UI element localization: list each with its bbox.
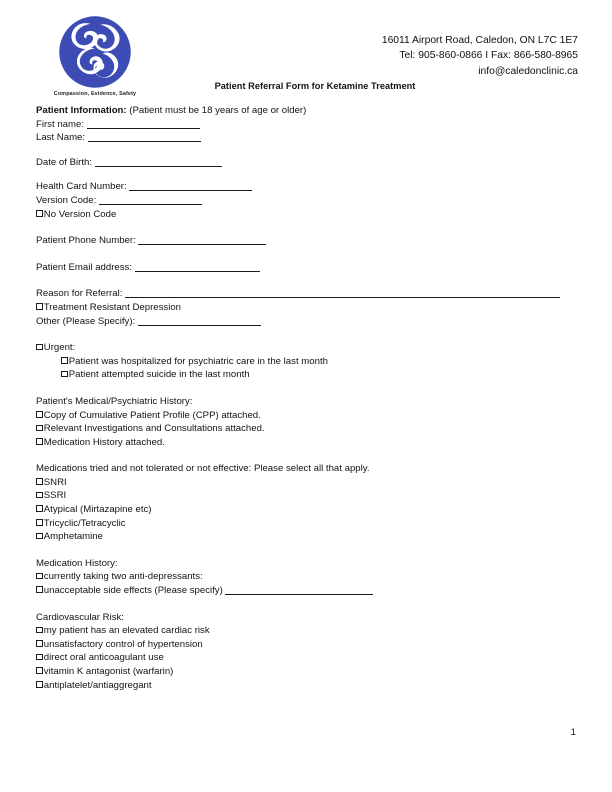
checkbox-icon[interactable]: [36, 425, 43, 432]
medications-tried-amphetamine-checkbox-row[interactable]: [36, 530, 576, 544]
form-body: [36, 104, 576, 692]
last-name-input[interactable]: [88, 133, 201, 142]
spacer: [36, 544, 576, 557]
spacer: [36, 274, 576, 287]
cardiovascular-risk-warfarin-checkbox-row[interactable]: [36, 665, 576, 679]
patient-information-heading-label: Patient Information:: [36, 105, 127, 116]
version-code-field-row: [36, 194, 576, 208]
clinic-email: info@caledonclinic.ca: [478, 65, 578, 77]
other-specify-label: Other (Please Specify):: [36, 315, 136, 327]
medications-tried-atypical-label: Atypical (Mirtazapine etc): [43, 504, 152, 516]
checkbox-icon[interactable]: [36, 681, 43, 688]
patient-information-heading: [36, 104, 576, 118]
patient-email-input[interactable]: [135, 263, 260, 272]
cardiovascular-risk-doac-checkbox-row[interactable]: [36, 651, 576, 665]
version-code-label: Version Code:: [36, 194, 97, 206]
medications-tried-snri-label: SNRI: [43, 476, 67, 488]
checkbox-icon[interactable]: [36, 627, 43, 634]
medical-history-medication-checkbox-row[interactable]: [36, 436, 576, 450]
cardiovascular-risk-antiplatelet-label: antiplatelet/antiaggregant: [43, 679, 152, 691]
spacer: [36, 169, 576, 180]
document-header: [0, 0, 612, 104]
clinic-contact-block: [382, 33, 578, 79]
form-title: Patient Referral Form for Ketamine Treatment: [214, 81, 416, 91]
medical-history-cpp-checkbox-row[interactable]: [36, 409, 576, 423]
cardiovascular-risk-hypertension-label: unsatisfactory control of hypertension: [43, 638, 203, 650]
health-card-label: Health Card Number:: [36, 181, 127, 193]
medication-history-two-antidepressants-label: currently taking two anti-depressants:: [43, 571, 203, 583]
urgent-label: Urgent:: [43, 342, 76, 354]
first-name-field-row: [36, 118, 576, 132]
checkbox-icon[interactable]: [36, 654, 43, 661]
medical-history-heading: Patient's Medical/Psychiatric History:: [36, 395, 193, 407]
medications-tried-tricyclic-label: Tricyclic/Tetracyclic: [43, 517, 126, 529]
treatment-resistant-depression-checkbox-row[interactable]: [36, 301, 576, 315]
medications-tried-ssri-checkbox-row[interactable]: [36, 489, 576, 503]
patient-email-label: Patient Email address:: [36, 261, 132, 273]
checkbox-icon[interactable]: [36, 478, 43, 485]
medication-history-two-antidepressants-checkbox-row[interactable]: [36, 570, 576, 584]
checkbox-icon[interactable]: [36, 505, 43, 512]
cardiovascular-risk-hypertension-checkbox-row[interactable]: [36, 638, 576, 652]
urgent-suicide-attempt-label: Patient attempted suicide in the last month: [68, 369, 250, 381]
spacer: [36, 145, 576, 156]
checkbox-icon[interactable]: [61, 357, 68, 364]
medical-history-investigations-checkbox-row[interactable]: [36, 422, 576, 436]
patient-email-field-row: [36, 261, 576, 275]
cardiovascular-risk-antiplatelet-checkbox-row[interactable]: [36, 679, 576, 693]
treatment-resistant-depression-label: Treatment Resistant Depression: [43, 301, 181, 313]
checkbox-icon[interactable]: [36, 492, 43, 499]
patient-phone-label: Patient Phone Number:: [36, 235, 136, 247]
checkbox-icon[interactable]: [36, 533, 43, 540]
checkbox-icon[interactable]: [36, 573, 43, 580]
medications-tried-amphetamine-label: Amphetamine: [43, 531, 103, 543]
checkbox-icon[interactable]: [36, 411, 43, 418]
last-name-field-row: [36, 131, 576, 145]
medication-history-side-effects-checkbox-row[interactable]: [36, 584, 576, 598]
checkbox-icon[interactable]: [36, 303, 43, 310]
checkbox-icon[interactable]: [36, 210, 43, 217]
medical-history-medication-label: Medication History attached.: [43, 436, 165, 448]
urgent-hospitalized-label: Patient was hospitalized for psychiatric care in the last month: [68, 355, 328, 367]
other-specify-field-row: [36, 315, 576, 329]
health-card-field-row: [36, 180, 576, 194]
spacer: [36, 598, 576, 611]
reason-for-referral-input[interactable]: [125, 289, 560, 298]
checkbox-icon[interactable]: [36, 586, 43, 593]
medical-history-investigations-label: Relevant Investigations and Consultations attached.: [43, 423, 265, 435]
checkbox-icon[interactable]: [36, 344, 43, 351]
spacer: [36, 382, 576, 395]
urgent-suicide-attempt-checkbox-row[interactable]: [36, 368, 576, 382]
medications-tried-snri-checkbox-row[interactable]: [36, 476, 576, 490]
medications-tried-heading: Medications tried and not tolerated or not effective: Please select all that apply.: [36, 463, 370, 475]
checkbox-icon[interactable]: [36, 667, 43, 674]
spacer: [36, 328, 576, 341]
medication-history-side-effects-input[interactable]: [225, 586, 373, 595]
checkbox-icon[interactable]: [36, 640, 43, 647]
cardiovascular-risk-elevated-label: my patient has an elevated cardiac risk: [43, 625, 210, 637]
spacer: [36, 221, 576, 234]
first-name-input[interactable]: [87, 120, 200, 129]
other-specify-input[interactable]: [138, 317, 261, 326]
spacer: [36, 449, 576, 462]
clinic-tagline: Compassion, Evidence, Safety: [53, 91, 137, 97]
patient-phone-field-row: [36, 234, 576, 248]
date-of-birth-label: Date of Birth:: [36, 156, 92, 168]
clinic-phone-fax: Tel: 905-860-0866 I Fax: 866-580-8965: [399, 50, 578, 62]
no-version-code-checkbox-row[interactable]: [36, 208, 576, 222]
urgent-checkbox-row[interactable]: [36, 341, 576, 355]
clinic-logo-icon: [57, 14, 133, 90]
medications-tried-ssri-label: SSRI: [43, 490, 67, 502]
cardiovascular-risk-doac-label: direct oral anticoagulant use: [43, 652, 164, 664]
cardiovascular-risk-warfarin-label: vitamin K antagonist (warfarin): [43, 666, 174, 677]
checkbox-icon[interactable]: [61, 371, 68, 378]
date-of-birth-field-row: [36, 156, 576, 170]
checkbox-icon[interactable]: [36, 438, 43, 445]
patient-phone-input[interactable]: [138, 236, 266, 245]
first-name-label: First name:: [36, 118, 84, 130]
health-card-input[interactable]: [129, 182, 252, 191]
medication-history-side-effects-label: unacceptable side effects (Please specify): [43, 585, 223, 597]
medication-history-heading: Medication History:: [36, 557, 118, 569]
version-code-input[interactable]: [99, 196, 202, 205]
medications-tried-atypical-checkbox-row[interactable]: [36, 503, 576, 517]
urgent-hospitalized-checkbox-row[interactable]: [36, 355, 576, 369]
medical-history-cpp-label: Copy of Cumulative Patient Profile (CPP) attached.: [43, 409, 261, 421]
patient-information-heading-note: (Patient must be 18 years of age or older): [129, 105, 307, 116]
date-of-birth-input[interactable]: [95, 158, 222, 167]
last-name-label: Last Name:: [36, 132, 86, 144]
cardiovascular-risk-heading: Cardiovascular Risk:: [36, 611, 124, 623]
no-version-code-label: No Version Code: [43, 208, 117, 220]
cardiovascular-risk-elevated-checkbox-row[interactable]: [36, 624, 576, 638]
page-number: 1: [570, 727, 576, 738]
medications-tried-tricyclic-checkbox-row[interactable]: [36, 517, 576, 531]
checkbox-icon[interactable]: [36, 519, 43, 526]
reason-for-referral-field-row: [36, 287, 576, 301]
reason-for-referral-label: Reason for Referral:: [36, 288, 123, 300]
spacer: [36, 248, 576, 261]
clinic-address: 16011 Airport Road, Caledon, ON L7C 1E7: [381, 35, 578, 46]
